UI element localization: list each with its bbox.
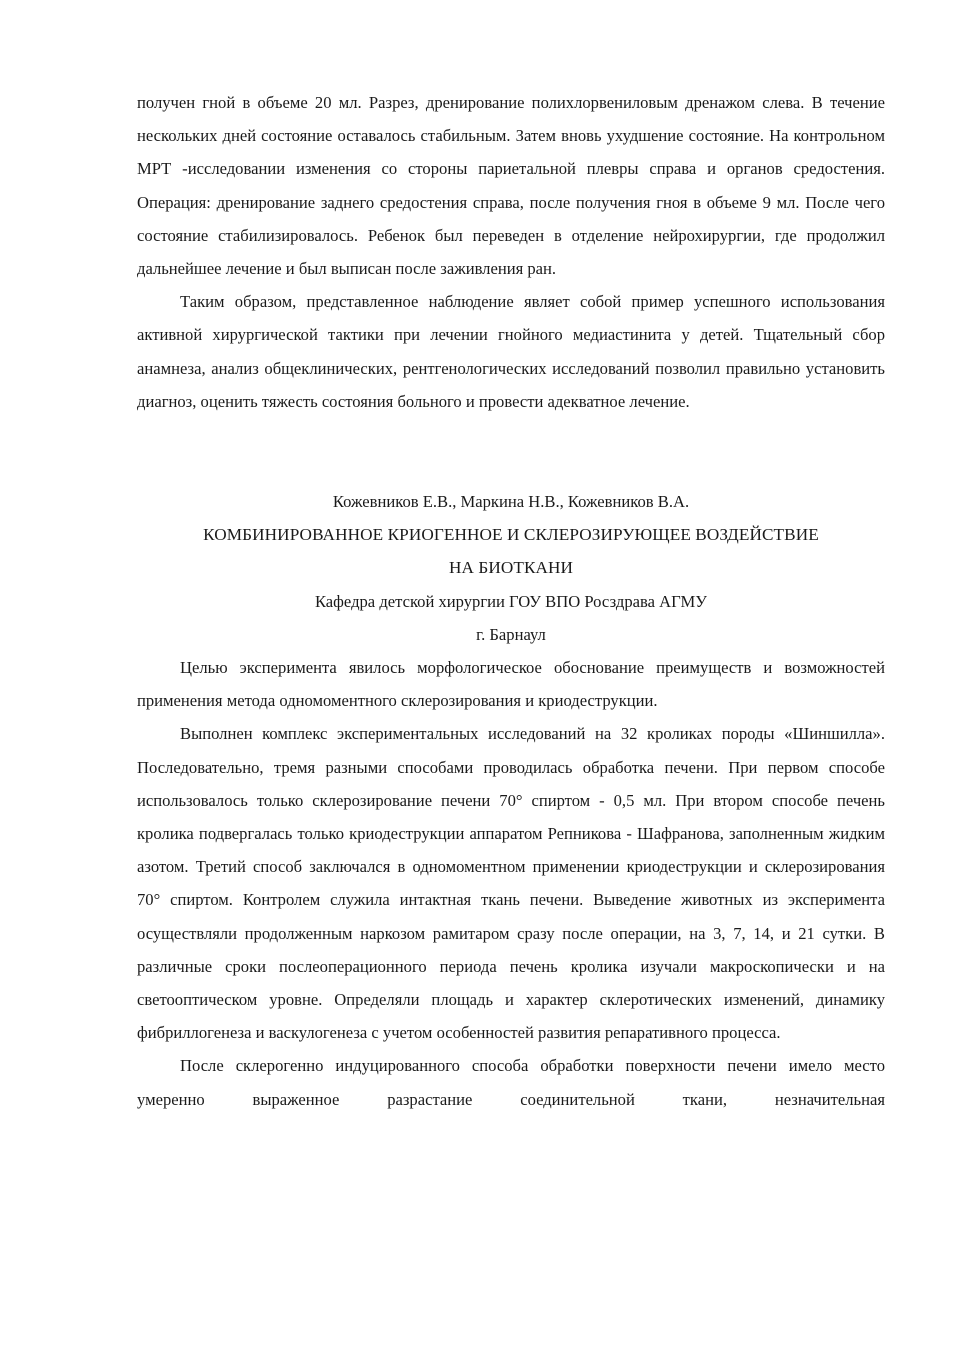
paragraph-conclusion: Таким образом, представленное наблюдение являет собой пример успешного использования активной хирургической тактики при лечении гнойного медиастинита у детей. Тщательный сбор анамнеза, анализ общеклинических, рентгенологических исследований позволил правильно установить диагноз, оценить тяжесть состояния больного и провести адекватное лечение. (137, 292, 885, 411)
paragraph-results: После склерогенно индуцированного способа обработки поверхности печени имело место умеренно выраженное разрастание соединительной ткани, незначительная (137, 1056, 885, 1109)
document-page (137, 86, 885, 1116)
paragraph-methods: Выполнен комплекс экспериментальных исследований на 32 кроликах породы «Шиншилла». Последовательно, тремя разными способами проводилась обработка печени. При первом способе использовалось только склерозирование печени 70° спиртом - 0,5 мл. При втором способе печень кролика подвергалась только криодеструкции аппаратом Репникова - Шафранова, заполненным жидким азотом. Третий способ заключался в одномоментном применении криодеструкции и склерозирования 70° спиртом. Контролем служила интактная ткань печени. Выведение животных из эксперимента осуществляли продолженным наркозом рамитаром сразу после операции, на 3, 7, 14, и 21 сутки. В различные сроки послеоперационного периода печень кролика изучали макроскопически и на светооптическом уровне. Определяли площадь и характер склеротических изменений, динамику фибриллогенеза и васкулогенеза с учетом особенностей развития репаративного процесса. (137, 724, 885, 1043)
paragraph-aim: Целью эксперимента явилось морфологическое обоснование преимуществ и возможностей применения метода одномоментного склерозирования и криодеструкции. (137, 658, 885, 711)
article-authors: Кожевников Е.В., Маркина Н.В., Кожевников В.А. (332, 492, 690, 512)
article-title-line-1: КОМБИНИРОВАННОЕ КРИОГЕННОЕ И СКЛЕРОЗИРУЮЩЕЕ ВОЗДЕЙСТВИЕ (203, 525, 819, 545)
article-title-line-2: НА БИОТКАНИ (448, 558, 574, 578)
article-city: г. Барнаул (476, 624, 546, 644)
article-affiliation: Кафедра детской хирургии ГОУ ВПО Росздрава АГМУ (314, 591, 708, 611)
section-gap (137, 418, 885, 485)
paragraph-continuation: получен гной в объеме 20 мл. Разрез, дренирование полихлорвениловым дренажом слева. В течение нескольких дней состояние оставалось стабильным. Затем вновь ухудшение состояние. На контрольном МРТ -исследовании изменения со стороны париетальной плевры справа и органов средостения. Операция: дренирование заднего средостения справа, после получения гноя в объеме 9 мл. После чего состояние стабилизировалось. Ребенок был переведен в отделение нейрохирургии, где продолжил дальнейшее лечение и был выписан после заживления ран. (137, 93, 885, 279)
